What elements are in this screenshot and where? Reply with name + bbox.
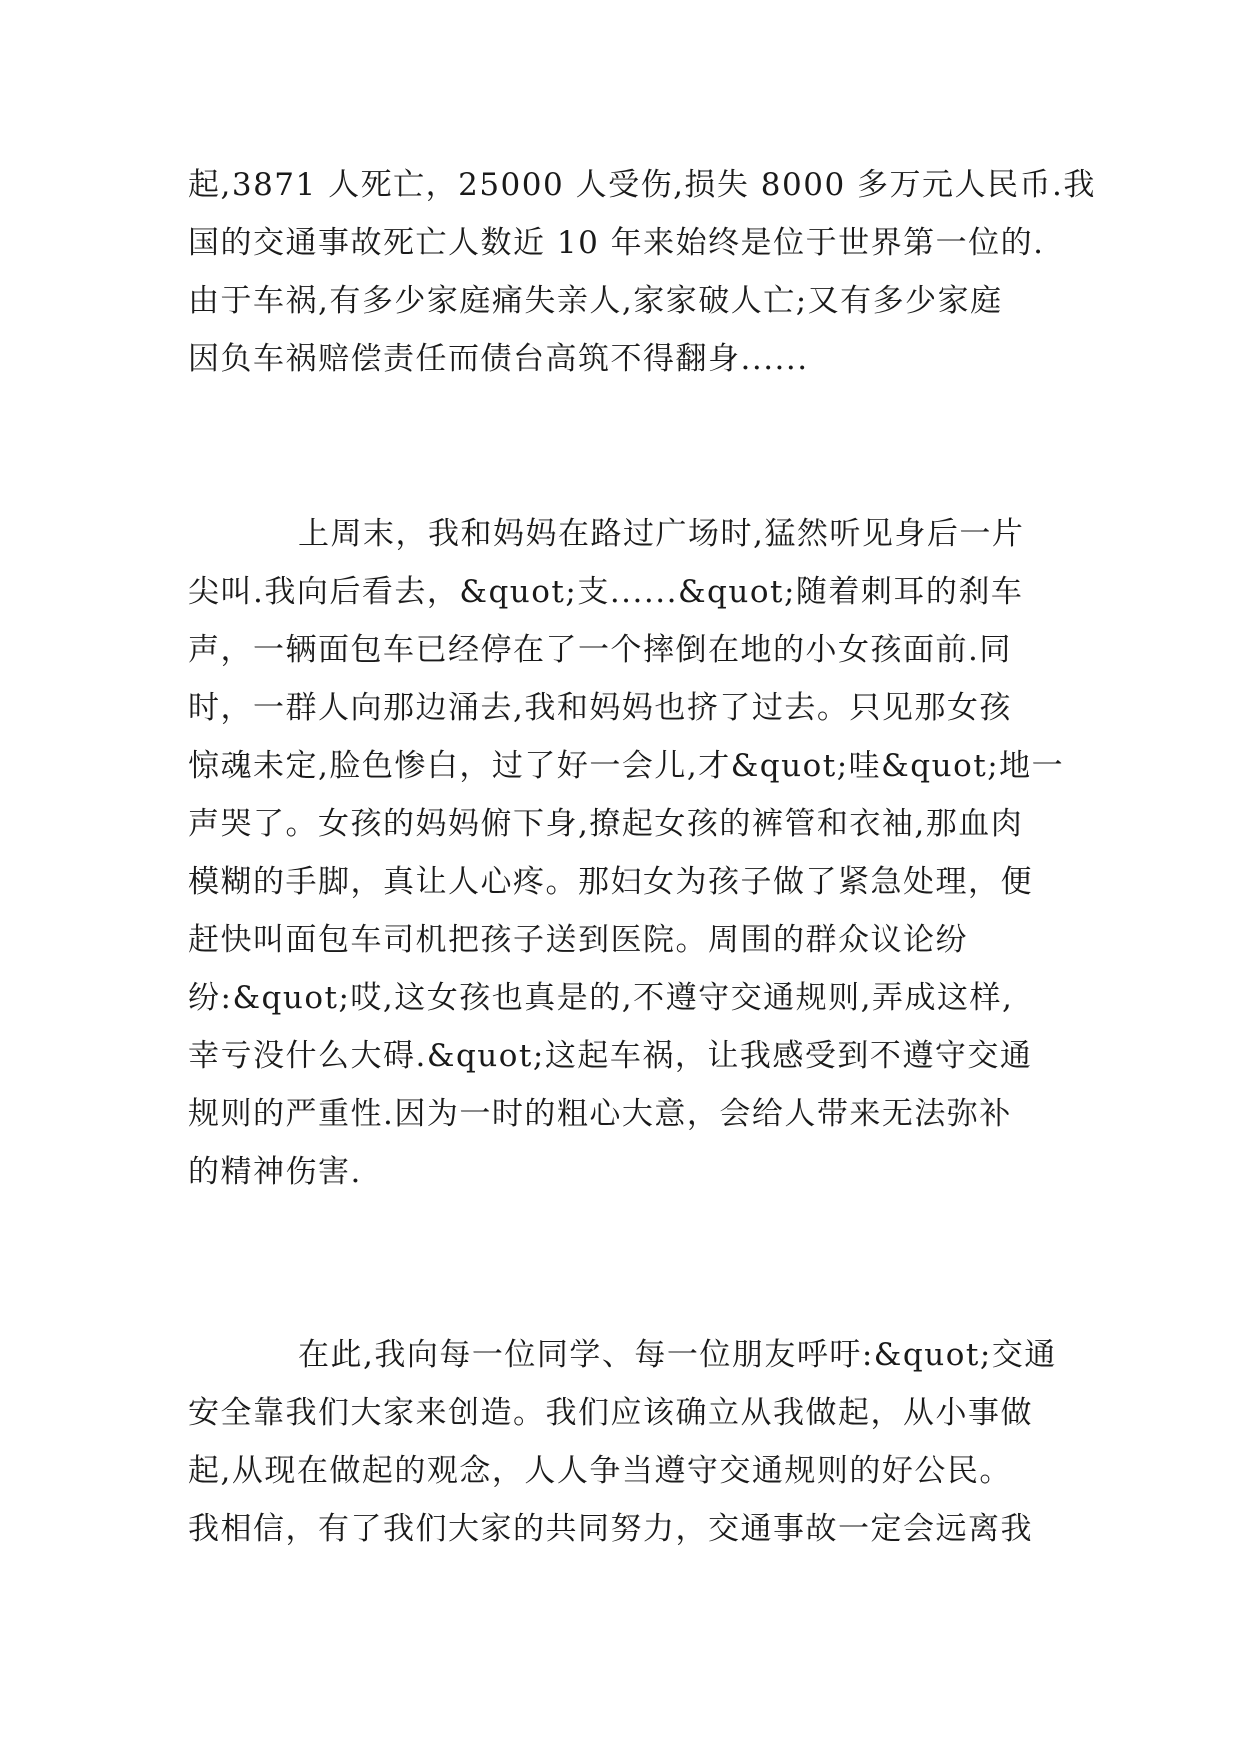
text-line: 起,3871 人死亡，25000 人受伤,损失 8000 多万元人民币.我 [188, 167, 1096, 203]
text-line: 惊魂未定,脸色惨白，过了好一会儿,才&quot;哇&quot;地一 [188, 748, 1065, 784]
text-line: 规则的严重性.因为一时的粗心大意，会给人带来无法弥补 [188, 1096, 1012, 1132]
text-line: 在此,我向每一位同学、每一位朋友呼吁:&quot;交通 [298, 1337, 1057, 1373]
text-line: 模糊的手脚，真让人心疼。那妇女为孩子做了紧急处理，便 [188, 864, 1033, 900]
text-line: 尖叫.我向后看去，&quot;支......&quot;随着刺耳的刹车 [188, 574, 1024, 610]
text-line: 赶快叫面包车司机把孩子送到医院。周围的群众议论纷 [188, 922, 968, 958]
text-line: 起,从现在做起的观念，人人争当遵守交通规则的好公民。 [188, 1453, 1012, 1489]
text-line: 由于车祸,有多少家庭痛失亲人,家家破人亡;又有多少家庭 [188, 283, 1003, 319]
text-line: 时，一群人向那边涌去,我和妈妈也挤了过去。只见那女孩 [188, 690, 1012, 726]
text-line: 纷:&quot;哎,这女孩也真是的,不遵守交通规则,弄成这样, [188, 980, 1014, 1016]
text-line: 安全靠我们大家来创造。我们应该确立从我做起，从小事做 [188, 1395, 1033, 1431]
text-line: 我相信，有了我们大家的共同努力，交通事故一定会远离我 [188, 1511, 1033, 1547]
text-line: 的精神伤害. [188, 1154, 362, 1190]
text-line: 声，一辆面包车已经停在了一个摔倒在地的小女孩面前.同 [188, 632, 1012, 668]
paragraph-weekend-story [188, 505, 1065, 1201]
paragraph-accident-statistics [188, 156, 1096, 388]
text-line: 国的交通事故死亡人数近 10 年来始终是位于世界第一位的. [188, 225, 1045, 261]
paragraph-appeal [188, 1326, 1058, 1558]
text-line: 声哭了。女孩的妈妈俯下身,撩起女孩的裤管和衣袖,那血肉 [188, 806, 1024, 842]
text-line: 幸亏没什么大碍.&quot;这起车祸，让我感受到不遵守交通 [188, 1038, 1033, 1074]
text-line: 上周末，我和妈妈在路过广场时,猛然听见身后一片 [298, 516, 1025, 552]
text-line: 因负车祸赔偿责任而债台高筑不得翻身...... [188, 341, 809, 377]
